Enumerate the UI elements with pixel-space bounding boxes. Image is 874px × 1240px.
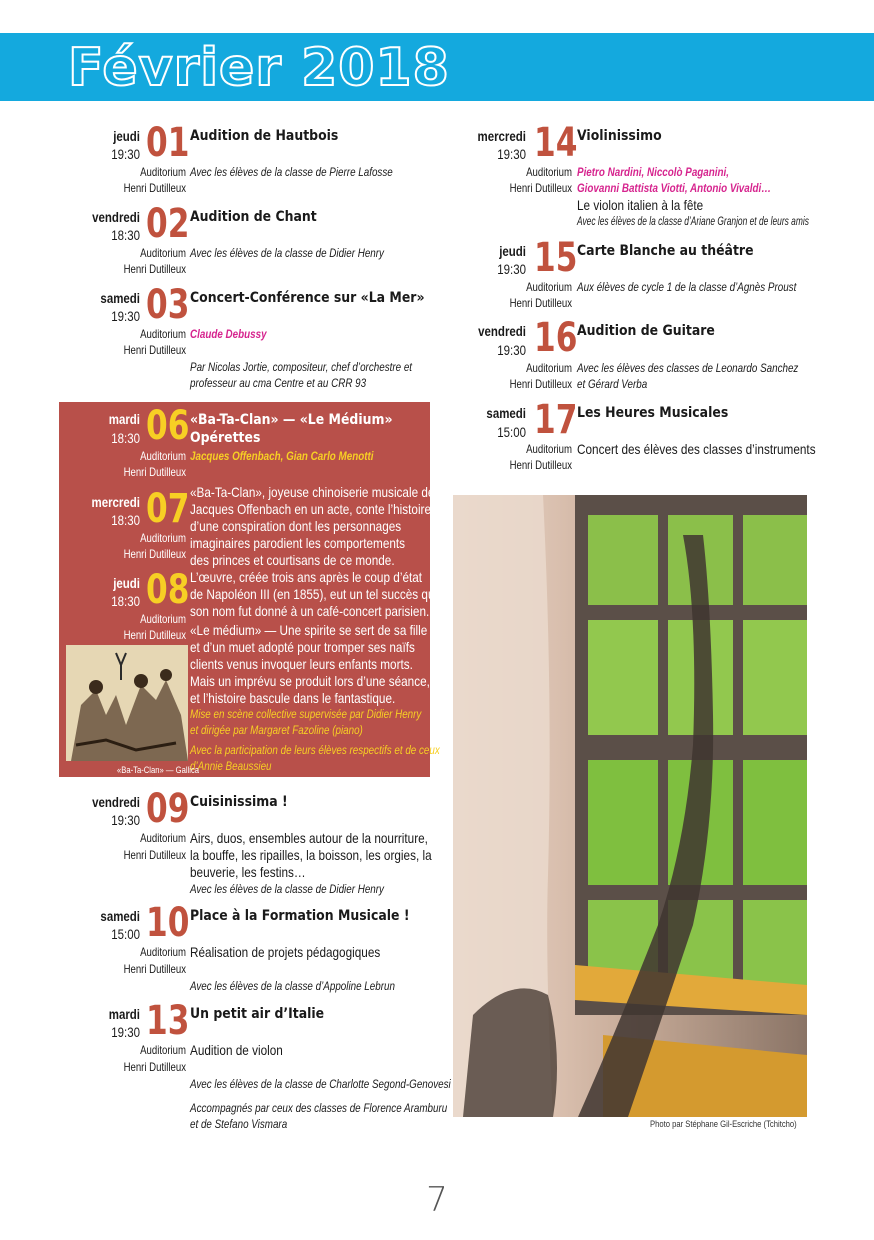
event-venue: Auditorium bbox=[140, 831, 186, 845]
event-day: vendredi bbox=[478, 323, 526, 339]
operetta-text-line: «Ba-Ta-Clan», joyeuse chinoiserie musicale de bbox=[190, 484, 435, 500]
event-description: Avec les élèves de la classe de Charlotte Segond-Genovesi bbox=[190, 1077, 451, 1091]
event-composers: Pietro Nardini, Niccolò Paganini, bbox=[577, 165, 730, 179]
event-day: vendredi bbox=[92, 794, 140, 810]
event-time: 19:30 bbox=[111, 812, 140, 828]
event-date-number: 14 bbox=[534, 120, 578, 166]
event-venue: Henri Dutilleux bbox=[509, 181, 572, 195]
event-venue: Henri Dutilleux bbox=[123, 465, 186, 479]
event-day: jeudi bbox=[113, 128, 140, 144]
event-title: Cuisinissima ! bbox=[190, 794, 288, 810]
event-venue: Auditorium bbox=[140, 1043, 186, 1057]
page-number: 7 bbox=[426, 1180, 448, 1220]
event-title: Un petit air d’Italie bbox=[190, 1006, 325, 1022]
event-date-number: 03 bbox=[146, 282, 190, 328]
event-description: Avec les élèves de la classe d’Ariane Granjon et de leurs amis bbox=[577, 214, 809, 228]
event-time: 19:30 bbox=[497, 146, 526, 162]
event-day: mercredi bbox=[477, 128, 526, 144]
event-time: 19:30 bbox=[497, 342, 526, 358]
event-title: «Ba-Ta-Clan» — «Le Médium» bbox=[190, 412, 393, 428]
event-day: samedi bbox=[486, 405, 526, 421]
event-description: Avec les élèves de la classe de Didier Henry bbox=[190, 882, 384, 896]
event-venue: Henri Dutilleux bbox=[123, 343, 186, 357]
event-venue: Auditorium bbox=[526, 280, 572, 294]
event-title: Concert-Conférence sur «La Mer» bbox=[190, 290, 425, 306]
operetta-text-line: son nom fut donné à un café-concert parisien. bbox=[190, 603, 430, 619]
event-title: Audition de Hautbois bbox=[190, 128, 339, 144]
event-title: Carte Blanche au théâtre bbox=[577, 243, 754, 259]
event-time: 19:30 bbox=[111, 308, 140, 324]
event-composers: Jacques Offenbach, Gian Carlo Menotti bbox=[190, 449, 374, 463]
event-venue: Auditorium bbox=[140, 945, 186, 959]
event-description: Avec les élèves de la classe de Didier Henry bbox=[190, 246, 384, 260]
event-composer: Claude Debussy bbox=[190, 327, 267, 341]
event-time: 18:30 bbox=[111, 430, 140, 446]
event-text: Concert des élèves des classes d’instruments bbox=[577, 441, 816, 457]
event-venue: Henri Dutilleux bbox=[123, 547, 186, 561]
event-day: jeudi bbox=[499, 243, 526, 259]
page-title: Février 2018 bbox=[68, 38, 450, 98]
event-day: vendredi bbox=[92, 209, 140, 225]
event-text: Airs, duos, ensembles autour de la nourriture, bbox=[190, 830, 428, 846]
image-caption: «Ba-Ta-Clan» — Gallica bbox=[117, 765, 200, 775]
operetta-text-line: L’œuvre, créée trois ans après le coup d’état bbox=[190, 569, 423, 585]
event-venue: Auditorium bbox=[140, 165, 186, 179]
operetta-highlight-box bbox=[59, 402, 442, 777]
event-venue: Henri Dutilleux bbox=[123, 262, 186, 276]
operetta-text-line: «Le médium» — Une spirite se sert de sa fille bbox=[190, 622, 428, 638]
event-date-number: 08 bbox=[146, 567, 190, 613]
event-description: et de Stefano Vismara bbox=[190, 1117, 288, 1131]
event-title: Audition de Chant bbox=[190, 209, 317, 225]
event-venue: Henri Dutilleux bbox=[123, 1060, 186, 1074]
event-date-number: 01 bbox=[146, 120, 190, 166]
event-date-number: 10 bbox=[146, 900, 190, 946]
operetta-credit: Mise en scène collective supervisée par Didier Henry bbox=[190, 707, 422, 721]
event-venue: Auditorium bbox=[526, 442, 572, 456]
event-description: professeur au cma Centre et au CRR 93 bbox=[190, 376, 367, 390]
event-day: mardi bbox=[108, 411, 140, 427]
event-time: 18:30 bbox=[111, 593, 140, 609]
event-description: Aux élèves de cycle 1 de la classe d’Agnès Proust bbox=[577, 280, 797, 294]
event-date-number: 06 bbox=[146, 403, 190, 449]
event-date-number: 16 bbox=[534, 315, 578, 361]
event-venue: Henri Dutilleux bbox=[509, 296, 572, 310]
event-description: Avec les élèves de la classe de Pierre Lafosse bbox=[190, 165, 393, 179]
event-venue: Henri Dutilleux bbox=[509, 458, 572, 472]
event-date-number: 17 bbox=[534, 397, 578, 443]
operetta-text-line: d’une conspiration dont les personnages bbox=[190, 518, 402, 534]
event-venue: Henri Dutilleux bbox=[509, 377, 572, 391]
event-venue: Auditorium bbox=[140, 531, 186, 545]
event-venue: Auditorium bbox=[526, 165, 572, 179]
operetta-text-line: Mais un imprévu se produit lors d’une séance, bbox=[190, 673, 430, 689]
event-title: Place à la Formation Musicale ! bbox=[190, 908, 410, 924]
event-date-number: 09 bbox=[146, 786, 190, 832]
event-time: 15:00 bbox=[111, 926, 140, 942]
event-venue: Auditorium bbox=[140, 449, 186, 463]
event-description: Avec les élèves de la classe d’Appoline Lebrun bbox=[190, 979, 395, 993]
event-venue: Henri Dutilleux bbox=[123, 962, 186, 976]
event-date-number: 15 bbox=[534, 235, 578, 281]
event-day: mardi bbox=[108, 1006, 140, 1022]
stained-glass-shadow-photo bbox=[453, 495, 807, 1117]
operetta-text-line: clients venus invoquer leurs enfants morts. bbox=[190, 656, 413, 672]
event-venue: Auditorium bbox=[526, 361, 572, 375]
operetta-text-line: et l’histoire bascule dans le fantastique. bbox=[190, 690, 396, 706]
event-title: Audition de Guitare bbox=[577, 323, 715, 339]
event-time: 19:30 bbox=[111, 146, 140, 162]
event-text: beuverie, les festins… bbox=[190, 864, 306, 880]
event-composers: Giovanni Battista Viotti, Antonio Vivaldi… bbox=[577, 181, 772, 195]
operetta-text-line: Jacques Offenbach en un acte, conte l’histoire bbox=[190, 501, 432, 517]
event-venue: Henri Dutilleux bbox=[123, 628, 186, 642]
operetta-text-line: des princes et courtisans de ce monde. bbox=[190, 552, 395, 568]
event-date-number: 02 bbox=[146, 201, 190, 247]
event-time: 18:30 bbox=[111, 512, 140, 528]
event-time: 19:30 bbox=[111, 1024, 140, 1040]
operetta-credit: et dirigée par Margaret Fazoline (piano) bbox=[190, 723, 363, 737]
photo-credit: Photo par Stéphane Gil-Escriche (Tchitcho) bbox=[650, 1119, 797, 1129]
event-description: Accompagnés par ceux des classes de Florence Aramburu bbox=[190, 1101, 448, 1115]
event-text: Audition de violon bbox=[190, 1042, 283, 1058]
event-title: Violinissimo bbox=[577, 128, 662, 144]
operetta-text-line: de Napoléon III (en 1855), eut un tel succès que bbox=[190, 586, 442, 602]
event-time: 18:30 bbox=[111, 227, 140, 243]
event-date-number: 07 bbox=[146, 486, 190, 532]
event-title: Les Heures Musicales bbox=[577, 405, 729, 421]
event-subtitle: Opérettes bbox=[190, 430, 261, 446]
event-text: la bouffe, les ripailles, la boisson, les orgies, la bbox=[190, 847, 432, 863]
event-venue: Henri Dutilleux bbox=[123, 181, 186, 195]
operetta-credit: d’Annie Beaussieu bbox=[190, 759, 272, 773]
event-description: et Gérard Verba bbox=[577, 377, 648, 391]
event-venue: Auditorium bbox=[140, 246, 186, 260]
event-day: samedi bbox=[100, 908, 140, 924]
event-day: samedi bbox=[100, 290, 140, 306]
event-text: Le violon italien à la fête bbox=[577, 197, 704, 213]
event-venue: Henri Dutilleux bbox=[123, 848, 186, 862]
event-time: 19:30 bbox=[497, 261, 526, 277]
operetta-illustration-image bbox=[66, 645, 188, 761]
event-time: 15:00 bbox=[497, 424, 526, 440]
operetta-text-line: et d’un muet adopté pour tromper ses naïfs bbox=[190, 639, 415, 655]
event-description: Avec les élèves des classes de Leonardo Sanchez bbox=[577, 361, 799, 375]
event-venue: Auditorium bbox=[140, 612, 186, 626]
operetta-credit: Avec la participation de leurs élèves respectifs et de ceux bbox=[190, 743, 440, 757]
operetta-text-line: imaginaires parodient les comportements bbox=[190, 535, 406, 551]
event-text: Réalisation de projets pédagogiques bbox=[190, 944, 381, 960]
event-day: jeudi bbox=[113, 575, 140, 591]
event-date-number: 13 bbox=[146, 998, 190, 1044]
event-venue: Auditorium bbox=[140, 327, 186, 341]
event-day: mercredi bbox=[91, 494, 140, 510]
event-description: Par Nicolas Jortie, compositeur, chef d’orchestre et bbox=[190, 360, 413, 374]
